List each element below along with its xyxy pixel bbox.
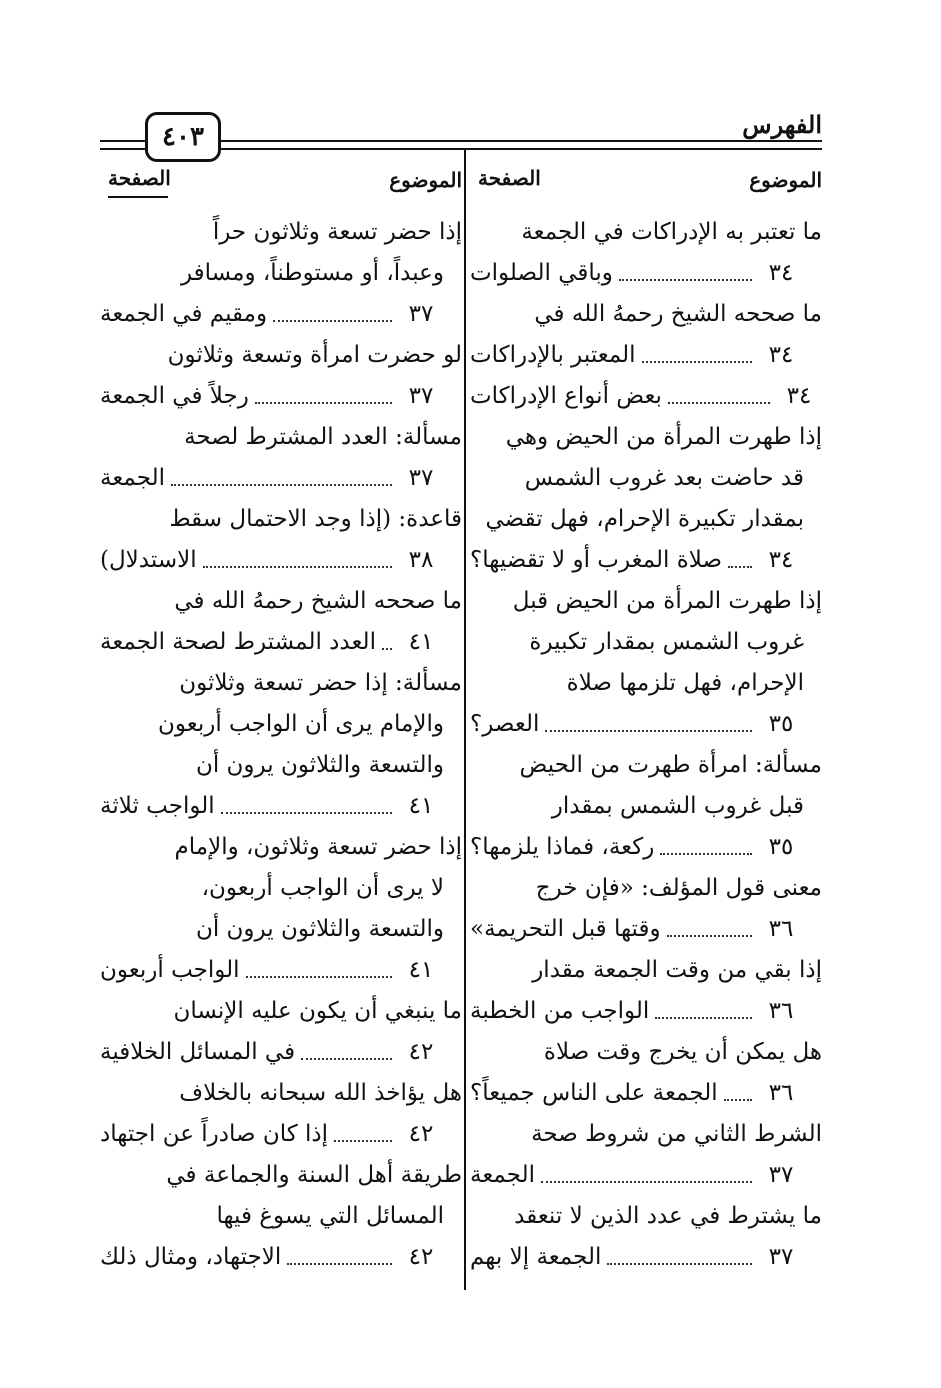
dot-leader <box>655 1017 752 1019</box>
entry-line: ما تعتبر به الإدراكات في الجمعة <box>521 219 822 245</box>
entry-page-number: ٣٧ <box>408 383 434 409</box>
entry-line: هل يمكن أن يخرج وقت صلاة <box>543 1039 822 1065</box>
dot-leader <box>728 566 752 568</box>
entry-line: مسألة: العدد المشترط لصحة <box>184 424 462 450</box>
entry-last-line <box>470 991 822 1032</box>
index-entry <box>470 1032 822 1114</box>
dot-leader <box>619 279 752 281</box>
dot-leader <box>668 402 770 404</box>
entry-page-number: ٣٤ <box>768 342 794 368</box>
dot-leader <box>203 566 392 568</box>
entry-text: رجلاً في الجمعة <box>100 383 249 409</box>
entry-line: والتسعة والثلاثون يرون أن <box>195 752 444 778</box>
topic-heading: الموضوع <box>749 168 822 192</box>
index-entry <box>100 1073 462 1155</box>
entry-text: الجمعة على الناس جميعاً؟ <box>470 1080 718 1106</box>
entry-text: الاجتهاد، ومثال ذلك <box>100 1244 282 1270</box>
entry-line: غروب الشمس بمقدار تكبيرة <box>529 629 804 655</box>
entry-last-line <box>470 909 822 950</box>
entry-text: الجمعة إلا بهم <box>470 1244 602 1270</box>
entry-text: الواجب أربعون <box>100 957 240 983</box>
entry-page-number: ٣٧ <box>768 1244 794 1270</box>
entry-last-line <box>470 704 822 745</box>
index-entry <box>470 581 822 745</box>
entry-line: ما صححه الشيخ رحمهُ الله في <box>534 301 822 327</box>
entry-page-number: ٤١ <box>408 793 434 819</box>
page-number: ٤٠٣ <box>162 122 204 152</box>
index-entry <box>100 663 462 827</box>
entry-text: الجمعة <box>470 1162 535 1188</box>
entry-page-number: ٣٦ <box>768 998 794 1024</box>
dot-leader <box>667 935 752 937</box>
entry-last-line <box>470 827 822 868</box>
entry-page-number: ٣٤ <box>786 383 812 409</box>
index-title: الفهرس <box>742 110 822 139</box>
entry-page-number: ٣٧ <box>408 301 434 327</box>
entry-line: والتسعة والثلاثون يرون أن <box>195 916 444 942</box>
entry-last-line <box>470 1155 822 1196</box>
entry-text: إذا كان صادراً عن اجتهاد <box>100 1121 329 1147</box>
entry-last-line <box>100 376 462 417</box>
index-entry <box>100 499 462 581</box>
entry-last-line <box>100 950 462 991</box>
entry-page-number: ٣٦ <box>768 916 794 942</box>
entry-last-line <box>100 1114 462 1155</box>
entry-text: العدد المشترط لصحة الجمعة <box>100 629 376 655</box>
index-entry <box>470 417 822 581</box>
page-heading-underline <box>108 196 168 198</box>
entry-line: قاعدة: (إذا وجد الاحتمال سقط <box>169 506 462 532</box>
entry-page-number: ٤١ <box>408 957 434 983</box>
entry-line: هل يؤاخذ الله سبحانه بالخلاف <box>179 1080 462 1106</box>
entry-last-line <box>100 540 462 581</box>
entry-text: الاستدلال) <box>100 547 197 573</box>
topic-heading: الموضوع <box>389 168 462 192</box>
entry-text: ومقيم في الجمعة <box>100 301 268 327</box>
index-entry <box>470 868 822 950</box>
entry-last-line <box>100 294 462 335</box>
right-column <box>470 160 822 1270</box>
page-heading: الصفحة <box>108 166 171 190</box>
dot-leader <box>255 402 392 404</box>
entry-text: الواجب ثلاثة <box>100 793 215 819</box>
entry-page-number: ٣٧ <box>408 465 434 491</box>
entry-last-line <box>470 1237 822 1278</box>
entry-last-line <box>100 458 462 499</box>
entry-page-number: ٣٥ <box>768 834 794 860</box>
entry-last-line <box>470 1073 822 1114</box>
entry-line: إذا بقي من وقت الجمعة مقدار <box>532 957 822 983</box>
header-rule-left <box>100 140 145 150</box>
entry-line: الإحرام، فهل تلزمها صلاة <box>566 670 804 696</box>
entry-line: والإمام يرى أن الواجب أربعون <box>157 711 444 737</box>
dot-leader <box>221 812 392 814</box>
entry-line: إذا حضر تسعة وثلاثون حراً <box>212 219 462 245</box>
entry-text: الجمعة <box>100 465 165 491</box>
left-column-header <box>100 160 462 200</box>
entry-page-number: ٣٨ <box>408 547 434 573</box>
entry-page-number: ٣٦ <box>768 1080 794 1106</box>
entry-line: قبل غروب الشمس بمقدار <box>551 793 804 819</box>
header-rule <box>220 140 822 150</box>
index-entry <box>100 1155 462 1278</box>
entry-text: وباقي الصلوات <box>470 260 613 286</box>
entry-line: ما صححه الشيخ رحمهُ الله في <box>174 588 462 614</box>
index-entry <box>100 581 462 663</box>
entry-last-line <box>470 335 822 376</box>
entry-page-number: ٤١ <box>408 629 434 655</box>
index-entry <box>470 1196 822 1278</box>
entry-line: ما ينبغي أن يكون عليه الإنسان <box>173 998 462 1024</box>
index-entry <box>100 335 462 417</box>
index-entry <box>470 294 822 376</box>
index-entry <box>100 212 462 335</box>
page-number-box <box>145 112 221 162</box>
entry-line: ما يشترط في عدد الذين لا تنعقد <box>514 1203 822 1229</box>
entry-last-line <box>100 1237 462 1278</box>
dot-leader <box>724 1099 752 1101</box>
index-entry <box>470 1114 822 1196</box>
dot-leader <box>545 730 752 732</box>
entry-text: في المسائل الخلافية <box>100 1039 296 1065</box>
entry-page-number: ٤٢ <box>408 1121 434 1147</box>
entry-line: إذا طهرت المرأة من الحيض قبل <box>512 588 822 614</box>
entry-last-line <box>470 253 822 294</box>
index-entry <box>100 827 462 991</box>
entry-text: ركعة، فماذا يلزمها؟ <box>470 834 655 860</box>
entry-line: المسائل التي يسوغ فيها <box>216 1203 444 1229</box>
entry-line: بمقدار تكبيرة الإحرام، فهل تقضي <box>485 506 804 532</box>
entry-page-number: ٣٥ <box>768 711 794 737</box>
entry-line: مسألة: امرأة طهرت من الحيض <box>519 752 822 778</box>
entry-last-line <box>470 376 822 417</box>
page-heading: الصفحة <box>478 166 541 190</box>
entry-text: المعتبر بالإدراكات <box>470 342 636 368</box>
right-entries <box>470 212 822 1278</box>
dot-leader <box>382 648 392 650</box>
dot-leader <box>660 853 752 855</box>
dot-leader <box>541 1181 752 1183</box>
entry-page-number: ٣٤ <box>768 260 794 286</box>
entry-line: لا يرى أن الواجب أربعون، <box>201 875 444 901</box>
entry-text: الواجب من الخطبة <box>470 998 650 1024</box>
entry-page-number: ٤٢ <box>408 1244 434 1270</box>
dot-leader <box>334 1140 392 1142</box>
index-entry <box>100 417 462 499</box>
index-entry <box>100 991 462 1073</box>
entry-last-line <box>100 1032 462 1073</box>
entry-last-line <box>100 622 462 663</box>
entry-line: معنى قول المؤلف: «فإن خرج <box>535 875 822 901</box>
dot-leader <box>642 361 752 363</box>
entry-page-number: ٤٢ <box>408 1039 434 1065</box>
dot-leader <box>246 976 392 978</box>
left-entries <box>100 212 462 1278</box>
entry-line: لو حضرت امرأة وتسعة وثلاثون <box>167 342 462 368</box>
entry-line: مسألة: إذا حضر تسعة وثلاثون <box>179 670 462 696</box>
right-column-header <box>470 160 822 200</box>
entry-page-number: ٣٧ <box>768 1162 794 1188</box>
entry-text: بعض أنواع الإدراكات <box>470 383 662 409</box>
column-divider <box>464 150 466 1290</box>
dot-leader <box>607 1263 752 1265</box>
dot-leader <box>273 320 392 322</box>
index-entry <box>470 745 822 868</box>
entry-line: طريقة أهل السنة والجماعة في <box>166 1162 462 1188</box>
entry-text: العصر؟ <box>470 711 540 737</box>
entry-line: إذا حضر تسعة وثلاثون، والإمام <box>174 834 462 860</box>
entry-text: وقتها قبل التحريمة» <box>470 916 661 942</box>
entry-page-number: ٣٤ <box>768 547 794 573</box>
index-entry <box>470 376 822 417</box>
dot-leader <box>287 1263 392 1265</box>
index-entry <box>470 950 822 1032</box>
index-entry <box>470 212 822 294</box>
entry-text: صلاة المغرب أو لا تقضيها؟ <box>470 547 723 573</box>
entry-line: وعبداً، أو مستوطناً، ومسافر <box>180 260 444 286</box>
dot-leader <box>301 1058 392 1060</box>
entry-line: إذا طهرت المرأة من الحيض وهي <box>505 424 822 450</box>
entry-last-line <box>100 786 462 827</box>
left-column <box>100 160 462 1270</box>
dot-leader <box>171 484 392 486</box>
entry-last-line <box>470 540 822 581</box>
entry-line: قد حاضت بعد غروب الشمس <box>524 465 804 491</box>
entry-line: الشرط الثاني من شروط صحة <box>531 1121 822 1147</box>
